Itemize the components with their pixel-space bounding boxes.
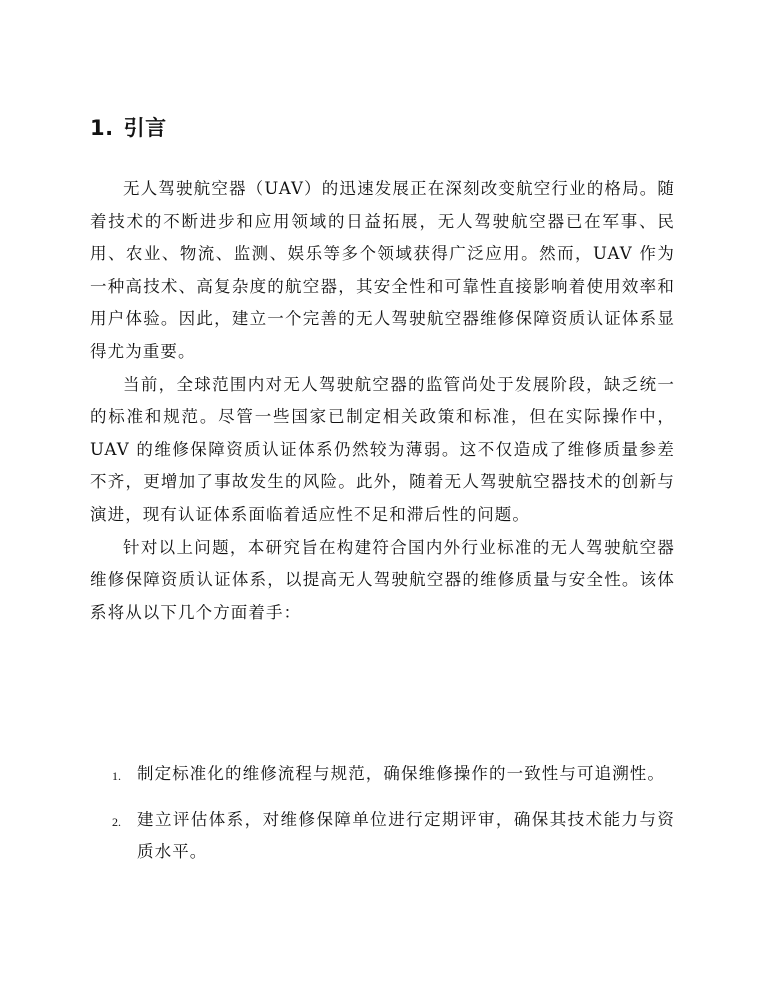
list-item-text: 制定标准化的维修流程与规范，确保维修操作的一致性与可追溯性。 (137, 764, 665, 783)
section-title: 引言 (123, 116, 167, 140)
numbered-list (90, 758, 675, 882)
list-item (90, 804, 675, 868)
list-item-text: 建立评估体系，对维修保障单位进行定期评审，确保其技术能力与资质水平。 (137, 810, 675, 861)
list-marker: 2. (112, 815, 121, 829)
list-item (90, 758, 675, 790)
paragraph-1: 无人驾驶航空器（UAV）的迅速发展正在深刻改变航空行业的格局。随着技术的不断进步和应用领域的日益拓展，无人驾驶航空器已在军事、民用、农业、物流、监测、娱乐等多个领域获得广泛应用。然而，UAV 作为一种高技术、高复杂度的航空器，其安全性和可靠性直接影响着使用效率和用户体验。因此，建立一个完善的无人驾驶航空器维修保障资质认证体系显得尤为重要。 (90, 179, 675, 361)
section-number: 1. (90, 116, 114, 140)
section-heading (90, 112, 167, 144)
paragraph-2: 当前，全球范围内对无人驾驶航空器的监管尚处于发展阶段，缺乏统一的标准和规范。尽管一些国家已制定相关政策和标准，但在实际操作中，UAV 的维修保障资质认证体系仍然较为薄弱。这不仅造成了维修质量参差不齐，更增加了事故发生的风险。此外，随着无人驾驶航空器技术的创新与演进，现有认证体系面临着适应性不足和滞后性的问题。 (90, 374, 675, 524)
list-marker: 1. (112, 769, 121, 783)
body-text (90, 173, 675, 629)
paragraph-3: 针对以上问题，本研究旨在构建符合国内外行业标准的无人驾驶航空器维修保障资质认证体系，以提高无人驾驶航空器的维修质量与安全性。该体系将从以下几个方面着手： (90, 537, 675, 622)
